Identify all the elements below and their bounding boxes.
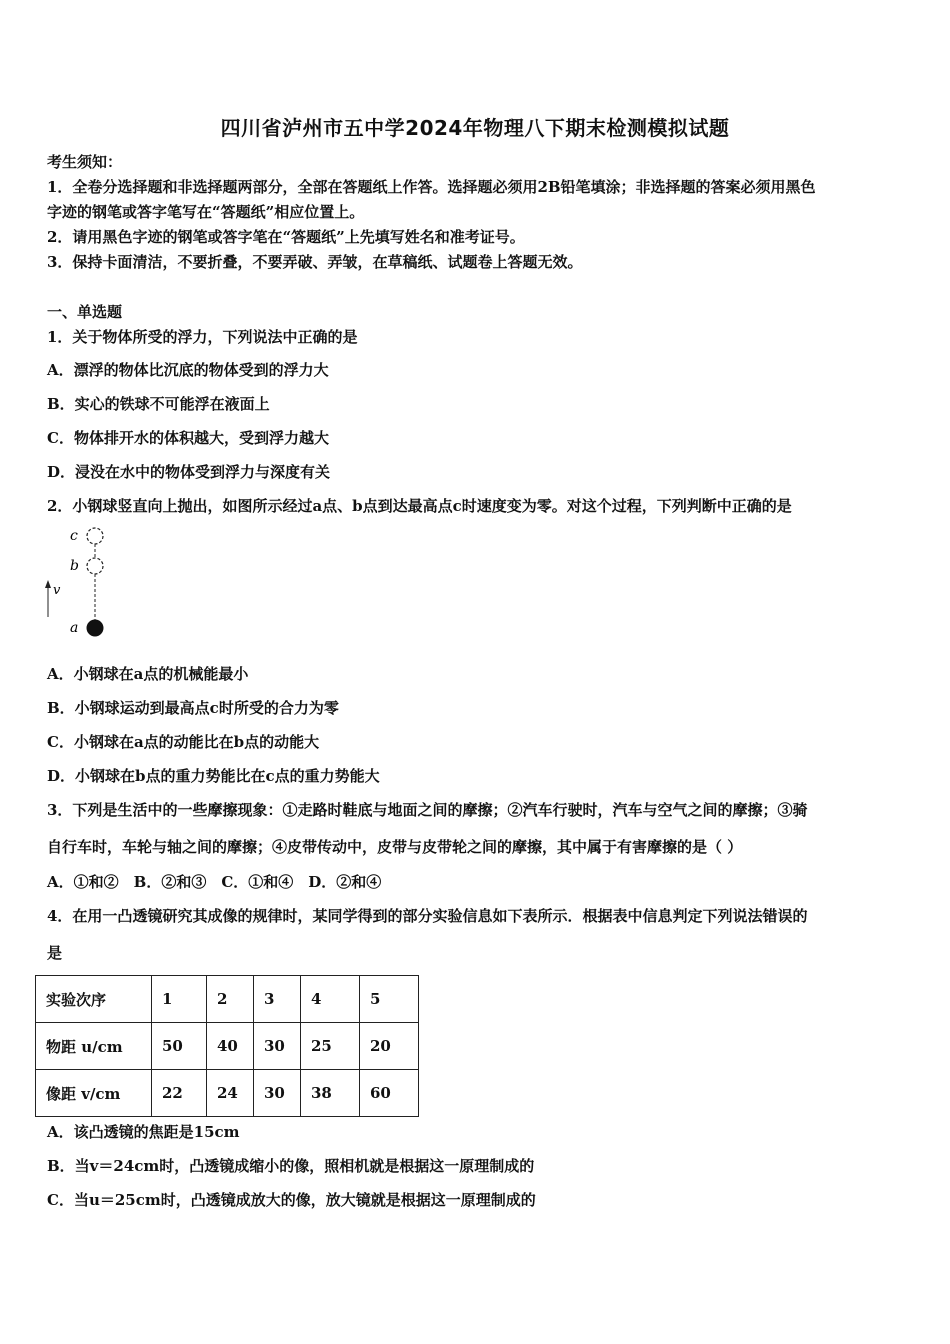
- q2-option-a: A．小钢球在a点的机械能最小: [47, 665, 249, 683]
- q2-stem: 2．小钢球竖直向上抛出，如图所示经过a点、b点到达最高点c时速度变为零。对这个过程，下列判断中正确的是: [47, 497, 792, 515]
- label-b: b: [70, 558, 79, 574]
- notice-item-2: 2．请用黑色字迹的钢笔或答字笔在“答题纸”上先填写姓名和准考证号。: [47, 228, 525, 246]
- q1-stem: 1．关于物体所受的浮力，下列说法中正确的是: [47, 328, 358, 346]
- q3-stem-a: 3．下列是生活中的一些摩擦现象：①走路时鞋底与地面之间的摩擦；②汽车行驶时，汽车与空气之间的摩擦；③骑: [47, 801, 808, 819]
- table-cell: 50: [152, 1023, 207, 1070]
- q2-option-d: D．小钢球在b点的重力势能比在c点的重力势能大: [47, 767, 380, 785]
- table-row: [36, 1070, 419, 1117]
- label-c: c: [70, 528, 78, 544]
- q4-option-c: C．当u＝25cm时，凸透镜成放大的像，放大镜就是根据这一原理制成的: [47, 1191, 536, 1209]
- table-cell: 30: [254, 1023, 301, 1070]
- q2-option-c: C．小钢球在a点的动能比在b点的动能大: [47, 733, 320, 751]
- table-cell: 3: [254, 976, 301, 1023]
- q3-options: A．①和② B．②和③ C．①和④ D．②和④: [47, 873, 382, 891]
- table-cell: 25: [301, 1023, 360, 1070]
- notice-item-1a: 1．全卷分选择题和非选择题两部分，全部在答题纸上作答。选择题必须用2B铅笔填涂；非选择题的答案必须用黑色: [47, 178, 816, 196]
- table-cell: 4: [301, 976, 360, 1023]
- arrow-head-icon: [45, 580, 51, 588]
- q4-option-a: A．该凸透镜的焦距是15cm: [47, 1123, 240, 1141]
- q1-option-b: B．实心的铁球不可能浮在液面上: [47, 395, 270, 413]
- q1-option-d: D．浸没在水中的物体受到浮力与深度有关: [47, 463, 331, 481]
- table-row: [36, 1023, 419, 1070]
- notice-item-3: 3．保持卡面清洁，不要折叠，不要弄破、弄皱，在草稿纸、试题卷上答题无效。: [47, 253, 583, 271]
- table-row: [36, 976, 419, 1023]
- table-cell: 实验次序: [36, 976, 152, 1023]
- ball-trajectory-diagram: [40, 522, 130, 647]
- label-a: a: [70, 620, 79, 636]
- q4-option-b: B．当v＝24cm时，凸透镜成缩小的像，照相机就是根据这一原理制成的: [47, 1157, 535, 1175]
- table-cell: 60: [360, 1070, 419, 1117]
- ball-position-a: [87, 620, 104, 637]
- section-heading: 一、单选题: [47, 303, 123, 321]
- ball-position-b: [87, 558, 103, 574]
- q4-stem-a: 4．在用一凸透镜研究其成像的规律时，某同学得到的部分实验信息如下表所示．根据表中信息判定下列说法错误的: [47, 907, 808, 925]
- table-cell: 20: [360, 1023, 419, 1070]
- q2-option-b: B．小钢球运动到最高点c时所受的合力为零: [47, 699, 339, 717]
- q4-stem-b: 是: [47, 944, 63, 962]
- table-cell: 像距 v/cm: [36, 1070, 152, 1117]
- table-cell: 24: [207, 1070, 254, 1117]
- notice-heading: 考生须知：: [47, 153, 123, 171]
- table-cell: 38: [301, 1070, 360, 1117]
- q1-option-c: C．物体排开水的体积越大，受到浮力越大: [47, 429, 329, 447]
- table-cell: 22: [152, 1070, 207, 1117]
- table-cell: 物距 u/cm: [36, 1023, 152, 1070]
- table-cell: 2: [207, 976, 254, 1023]
- q1-option-a: A．漂浮的物体比沉底的物体受到的浮力大: [47, 361, 329, 379]
- ball-position-c: [87, 528, 103, 544]
- table-cell: 40: [207, 1023, 254, 1070]
- label-v: v: [53, 583, 61, 598]
- table-cell: 5: [360, 976, 419, 1023]
- table-cell: 30: [254, 1070, 301, 1117]
- table-cell: 1: [152, 976, 207, 1023]
- lens-data-table: [35, 975, 419, 1117]
- page-title: 四川省泸州市五中学2024年物理八下期末检测模拟试题: [220, 116, 730, 140]
- notice-item-1b: 字迹的钢笔或答字笔写在“答题纸”相应位置上。: [47, 203, 365, 221]
- q3-stem-b: 自行车时，车轮与轴之间的摩擦；④皮带传动中，皮带与皮带轮之间的摩擦，其中属于有害摩擦的是（ ）: [47, 838, 743, 856]
